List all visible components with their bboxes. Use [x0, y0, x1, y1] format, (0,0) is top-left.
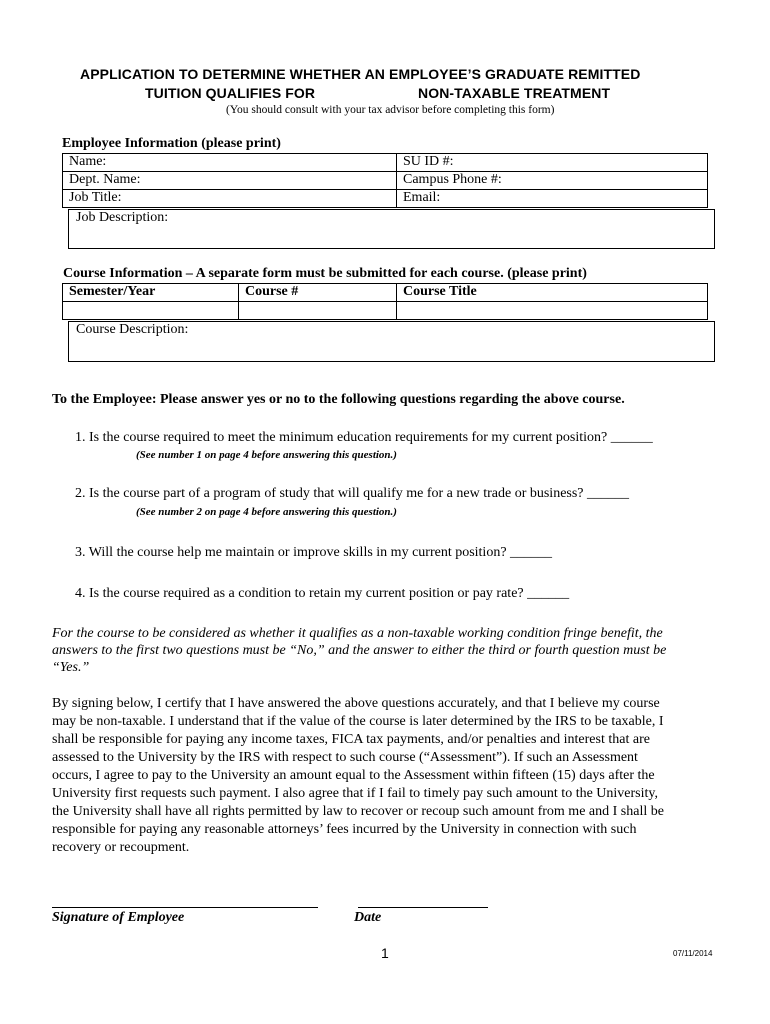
course-description-field[interactable]: [68, 321, 715, 362]
employee-signature-line[interactable]: [52, 907, 318, 908]
dept-name-field[interactable]: [63, 172, 397, 190]
signature-of-employee-label: Signature of Employee: [52, 910, 185, 925]
certification-line-2: may be non-taxable. I understand that if the value of the course is later determined by the IRS to be taxable, I: [52, 714, 664, 729]
certification-line-3: shall be responsible for paying any income taxes, FICA tax payments, and/or penalties and interest that are: [52, 732, 650, 747]
question-2-note: (See number 2 on page 4 before answering this question.): [136, 506, 397, 518]
criteria-line-2: answers to the first two questions must be “No,” and the answer to either the third or fourth question must be: [52, 643, 667, 658]
job-title-field[interactable]: [63, 190, 397, 208]
course-info-table: [62, 283, 708, 320]
campus-phone-field[interactable]: [397, 172, 708, 190]
certification-line-1: By signing below, I certify that I have answered the above questions accurately, and that I believe my course: [52, 696, 660, 711]
employee-info-heading: Employee Information (please print): [62, 136, 281, 151]
job-description-label: Job Description:: [76, 210, 169, 225]
certification-line-6: University first requests such payment. I also agree that if I fail to timely pay such amount to the University,: [52, 786, 658, 801]
name-field[interactable]: [63, 154, 397, 172]
revision-date: 07/11/2014: [673, 949, 713, 958]
job-title-label: Job Title:: [69, 190, 122, 205]
question-1: 1. Is the course required to meet the minimum education requirements for my current position? ______: [75, 430, 653, 445]
email-label: Email:: [403, 190, 441, 205]
form-title-line2-left: TUITION QUALIFIES FOR: [145, 85, 316, 101]
semester-year-input[interactable]: [63, 302, 239, 320]
col-course-title-label: Course Title: [403, 284, 477, 299]
col-course-number: [239, 284, 397, 302]
col-semester-label: Semester/Year: [69, 284, 156, 299]
question-3: 3. Will the course help me maintain or improve skills in my current position? ______: [75, 545, 553, 560]
form-title-line2-right: NON-TAXABLE TREATMENT: [418, 85, 611, 101]
certification-line-5: occurs, I agree to pay to the University an amount equal to the Assessment within fifteen (15) days after the: [52, 768, 655, 783]
suid-label: SU ID #:: [403, 154, 454, 169]
course-number-input[interactable]: [239, 302, 397, 320]
criteria-line-3: “Yes.”: [52, 660, 90, 675]
date-label: Date: [354, 910, 382, 925]
col-course-number-label: Course #: [245, 284, 299, 299]
date-signature-line[interactable]: [358, 907, 488, 908]
course-title-input[interactable]: [397, 302, 708, 320]
page-number: 1: [381, 945, 389, 961]
suid-field[interactable]: [397, 154, 708, 172]
name-label: Name:: [69, 154, 107, 169]
course-info-heading: Course Information – A separate form must be submitted for each course. (please print): [63, 266, 587, 281]
questions-intro: To the Employee: Please answer yes or no to the following questions regarding the above course.: [52, 392, 625, 407]
email-field[interactable]: [397, 190, 708, 208]
certification-line-8: responsible for paying any reasonable attorneys’ fees incurred by the University in connection with such: [52, 822, 637, 837]
question-2: 2. Is the course part of a program of study that will qualify me for a new trade or business? ______: [75, 486, 630, 501]
question-1-note: (See number 1 on page 4 before answering this question.): [136, 449, 397, 461]
dept-name-label: Dept. Name:: [69, 172, 141, 187]
employee-info-table: [62, 153, 708, 208]
question-4: 4. Is the course required as a condition to retain my current position or pay rate? ______: [75, 586, 570, 601]
col-semester-year: [63, 284, 239, 302]
certification-line-9: recovery or recoupment.: [52, 840, 190, 855]
course-description-label: Course Description:: [76, 322, 189, 337]
form-subtitle: (You should consult with your tax advisor before completing this form): [226, 104, 555, 116]
criteria-line-1: For the course to be considered as whether it qualifies as a non-taxable working condition fringe benefit, the: [52, 626, 663, 641]
certification-line-4: assessed to the University by the IRS with respect to such course (“Assessment”). If such an Assessment: [52, 750, 638, 765]
col-course-title: [397, 284, 708, 302]
certification-line-7: the University shall have all rights permitted by law to recover or recoup such amount from me and I shall be: [52, 804, 664, 819]
job-description-field[interactable]: [68, 209, 715, 249]
campus-phone-label: Campus Phone #:: [403, 172, 502, 187]
form-title-line1: APPLICATION TO DETERMINE WHETHER AN EMPLOYEE’S GRADUATE REMITTED: [80, 66, 641, 82]
